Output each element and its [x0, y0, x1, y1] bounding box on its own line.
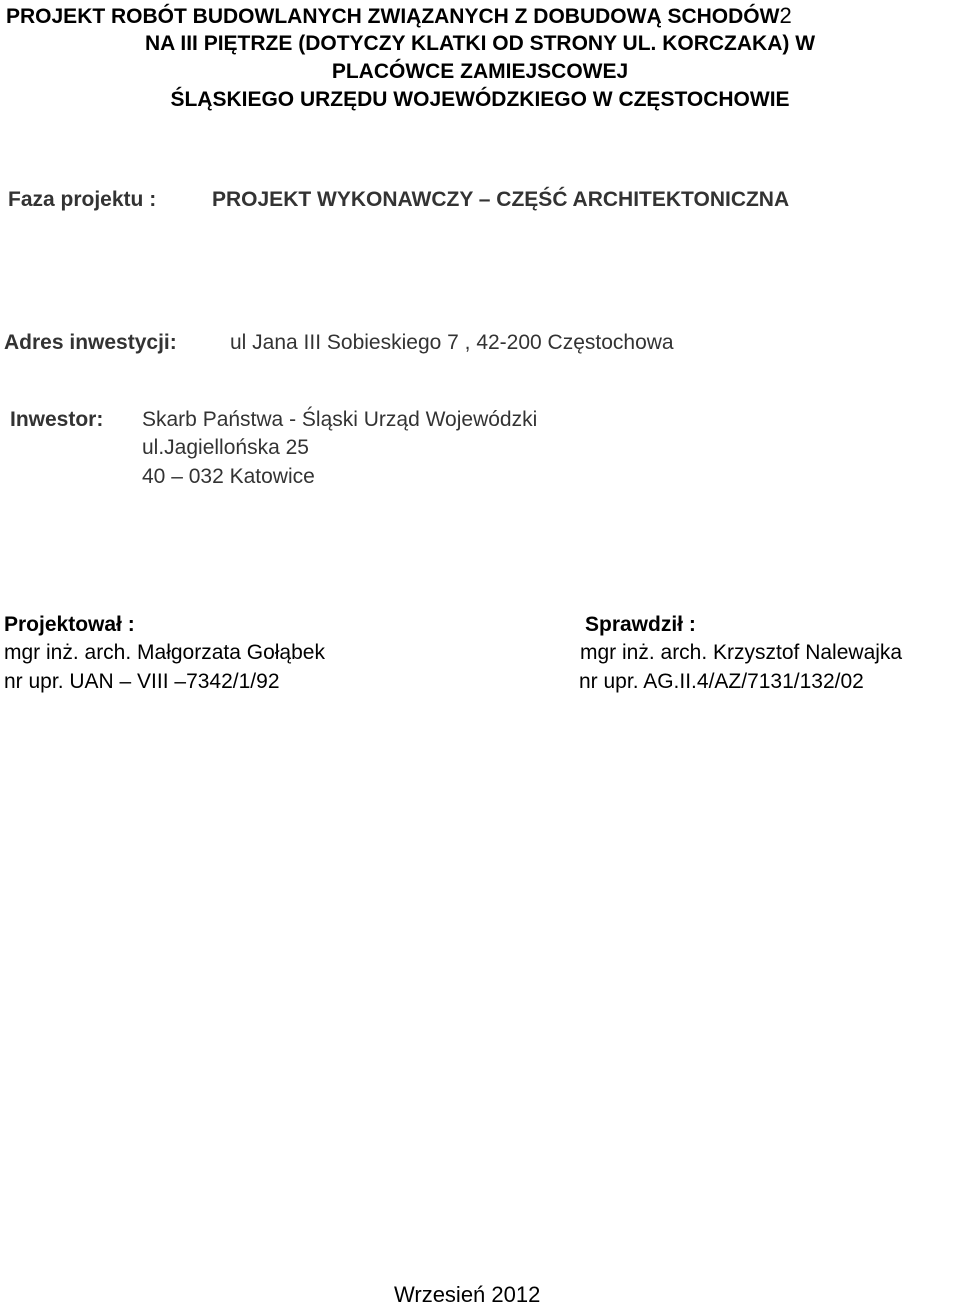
phase-value: PROJEKT WYKONAWCZY – CZĘŚĆ ARCHITEKTONICZNA — [212, 188, 790, 211]
designed-by-label: Projektował : — [4, 613, 135, 636]
page-number: 2 — [779, 3, 792, 28]
address-value: ul Jana III Sobieskiego 7 , 42-200 Częstochowa — [230, 331, 674, 354]
checked-by-license: nr upr. AG.II.4/AZ/7131/132/02 — [579, 670, 864, 693]
investor-line-1: Skarb Państwa - Śląski Urząd Wojewódzki — [142, 408, 538, 431]
investor-label: Inwestor: — [10, 408, 104, 431]
investor-line-2: ul.Jagiellońska 25 — [142, 436, 309, 459]
checked-by-label: Sprawdził : — [585, 613, 696, 636]
document-date: Wrzesień 2012 — [394, 1282, 541, 1307]
checked-by-name: mgr inż. arch. Krzysztof Nalewajka — [580, 641, 903, 664]
phase-label: Faza projektu : — [8, 188, 157, 211]
title-line-1 — [6, 2, 792, 31]
address-label: Adres inwestycji: — [4, 331, 177, 354]
title-line-3: PLACÓWCE ZAMIEJSCOWEJ — [331, 60, 629, 83]
title-line-4: ŚLĄSKIEGO URZĘDU WOJEWÓDZKIEGO W CZĘSTOCHOWIE — [170, 88, 790, 111]
designed-by-name: mgr inż. arch. Małgorzata Gołąbek — [4, 641, 325, 664]
designed-by-license: nr upr. UAN – VIII –7342/1/92 — [4, 670, 280, 693]
title-text-1: PROJEKT ROBÓT BUDOWLANYCH ZWIĄZANYCH Z DOBUDOWĄ SCHODÓW — [6, 5, 780, 28]
investor-line-3: 40 – 032 Katowice — [142, 465, 315, 488]
title-line-2: NA III PIĘTRZE (DOTYCZY KLATKI OD STRONY UL. KORCZAKA) W — [144, 32, 816, 55]
